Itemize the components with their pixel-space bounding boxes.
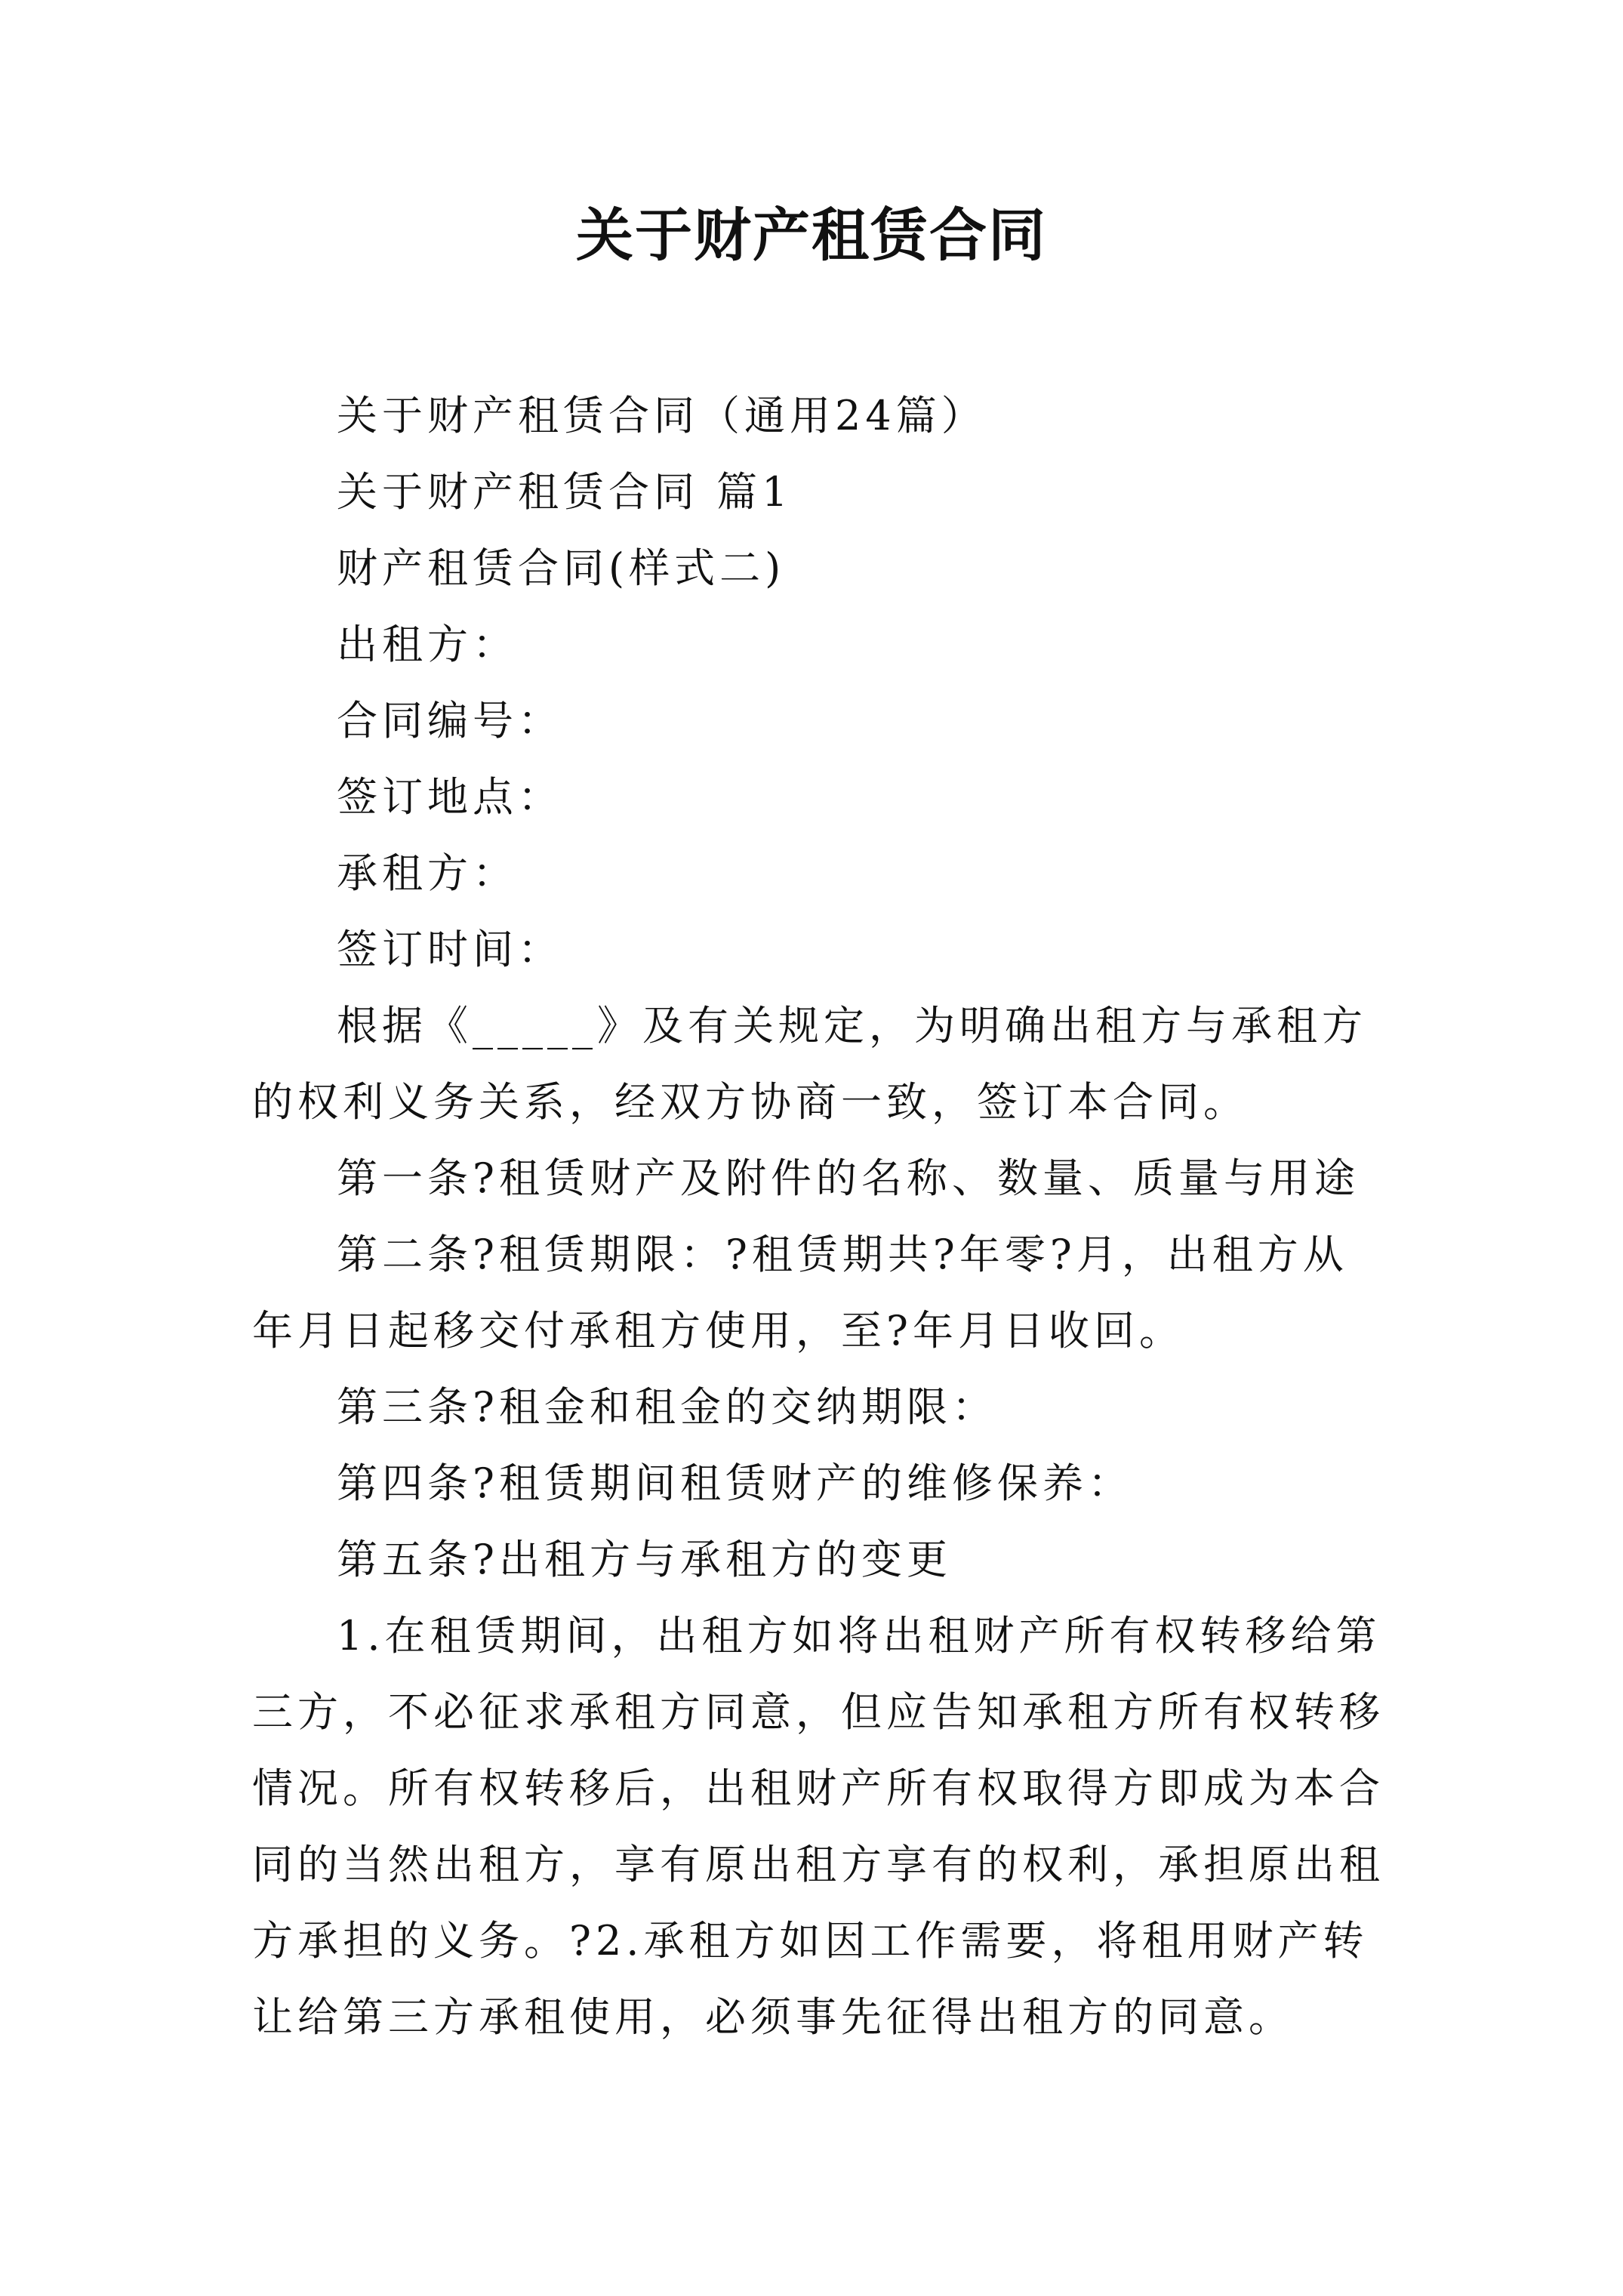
paragraph-subtitle: 关于财产租赁合同（通用24篇） (337, 392, 987, 439)
paragraph-article-2: 第二条?租赁期限：?租赁期共?年零?月，出租方从年月日起移交付承租方使用，至?年月日收回。 (252, 1231, 1348, 1354)
paragraph-signing-time: 签订时间： (337, 926, 563, 973)
paragraph-contract-style: 财产租赁合同(样式二) (337, 544, 786, 592)
paragraph-lessor: 出租方： (337, 621, 518, 668)
paragraph-article-4: 第四条?租赁期间租赁财产的维修保养： (337, 1459, 1133, 1507)
paragraph-article-1: 第一条?租赁财产及附件的名称、数量、质量与用途 (337, 1154, 1360, 1202)
paragraph-signing-place: 签订地点： (337, 773, 563, 821)
paragraph-article-3: 第三条?租金和租金的交纳期限： (337, 1383, 997, 1431)
paragraph-contract-number: 合同编号： (337, 697, 563, 744)
paragraph-section-heading: 关于财产租赁合同 篇1 (337, 468, 793, 516)
paragraph-article-5: 第五条?出租方与承租方的变更 (337, 1536, 952, 1583)
paragraph-basis: 根据《_____》及有关规定，为明确出租方与承租方的权利义务关系，经双方协商一致，签订本合同。 (252, 1002, 1367, 1126)
paragraph-lessee: 承租方： (337, 849, 518, 897)
paragraph-article-5-details: 1.在租赁期间，出租方如将出租财产所有权转移给第三方，不必征求承租方同意，但应告知承租方所有权转移情况。所有权转移后，出租财产所有权取得方即成为本合同的当然出租方，享有原出租方享有的权利，承担原出租方承担的义务。?2.承租方如因工作需要，将租用财产转让给第三方承租使用，必须事先征得出租方的同意。 (252, 1612, 1384, 2041)
document-body (252, 378, 1384, 2055)
document-title: 关于财产租赁合同 (576, 202, 1047, 269)
